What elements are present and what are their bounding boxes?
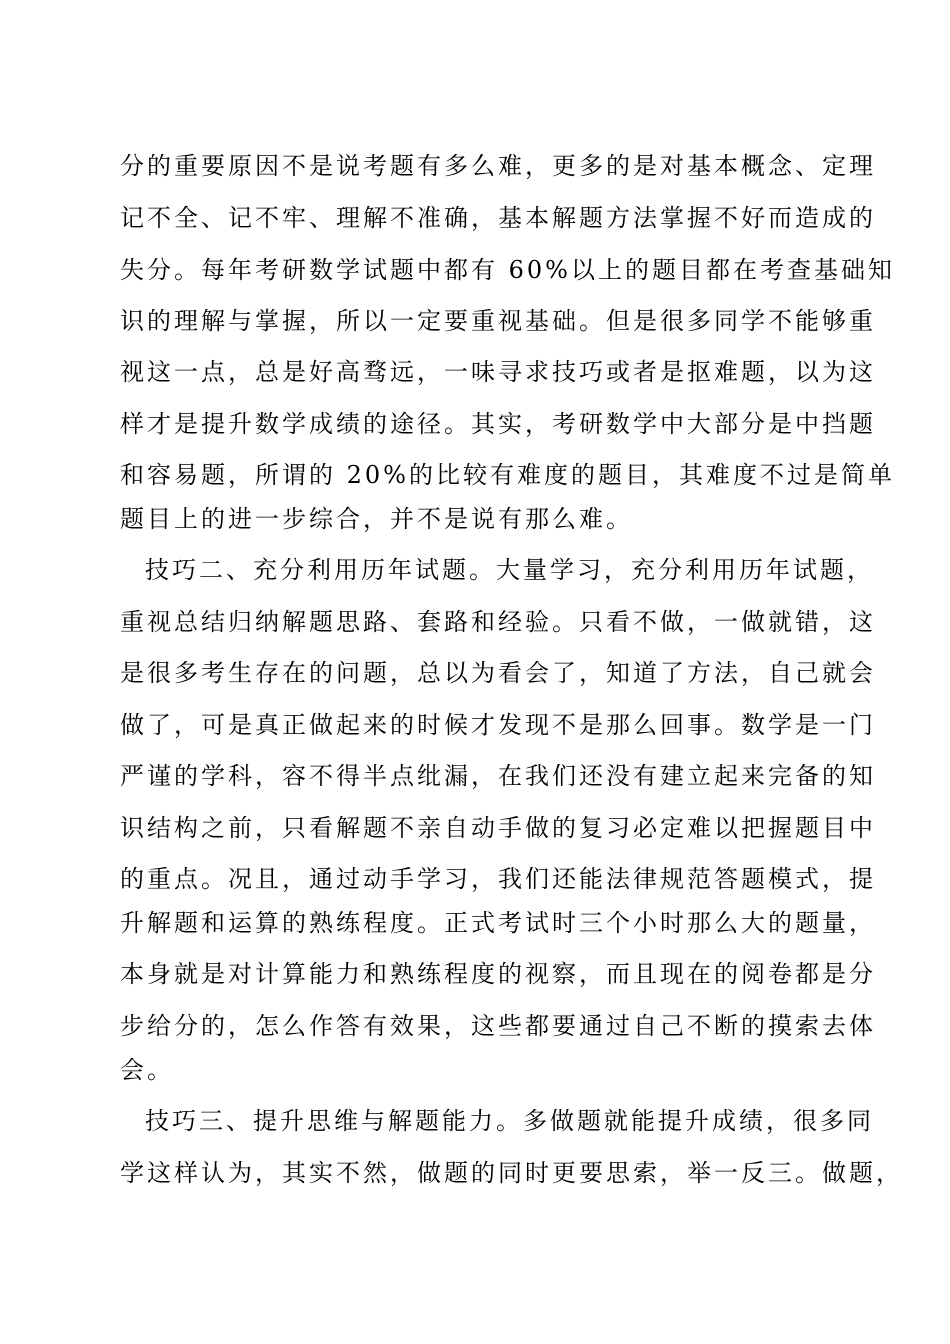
text-line: 失分。每年考研数学试题中都有 60%以上的题目都在考查基础知: [120, 256, 895, 284]
text-line: 记不全、记不牢、理解不准确，基本解题方法掌握不好而造成的: [120, 204, 876, 232]
text-line: 重视总结归纳解题思路、套路和经验。只看不做，一做就错，这: [120, 608, 876, 636]
text-line: 和容易题，所谓的 20%的比较有难度的题目，其难度不过是简单: [120, 461, 895, 489]
text-line: 识结构之前，只看解题不亲自动手做的复习必定难以把握题目中: [120, 814, 876, 842]
paragraph-first-line: 技巧三、提升思维与解题能力。多做题就能提升成绩，很多同: [145, 1107, 874, 1135]
text-line: 步给分的，怎么作答有效果，这些都要通过自己不断的摸索去体: [120, 1012, 876, 1040]
text-line: 升解题和运算的熟练程度。正式考试时三个小时那么大的题量，: [120, 909, 876, 937]
text-line: 题目上的进一步综合，并不是说有那么难。: [120, 505, 633, 533]
text-line: 本身就是对计算能力和熟练程度的视察，而且现在的阅卷都是分: [120, 960, 876, 988]
text-line: 做了，可是真正做起来的时候才发现不是那么回事。数学是一门: [120, 711, 876, 739]
text-line: 严谨的学科，容不得半点纰漏，在我们还没有建立起来完备的知: [120, 762, 876, 790]
text-line: 会。: [120, 1056, 174, 1084]
text-line: 是很多考生存在的问题，总以为看会了，知道了方法，自己就会: [120, 659, 876, 687]
paragraph-first-line: 技巧二、充分利用历年试题。大量学习，充分利用历年试题，: [145, 556, 874, 584]
text-line: 视这一点，总是好高骛远，一味寻求技巧或者是抠难题，以为这: [120, 358, 876, 386]
text-line: 分的重要原因不是说考题有多么难，更多的是对基本概念、定理: [120, 152, 876, 180]
text-line: 的重点。况且，通过动手学习，我们还能法律规范答题模式，提: [120, 865, 876, 893]
text-line: 学这样认为，其实不然，做题的同时更要思索，举一反三。做题，: [120, 1159, 903, 1187]
text-line: 样才是提升数学成绩的途径。其实，考研数学中大部分是中挡题: [120, 410, 876, 438]
text-line: 识的理解与掌握，所以一定要重视基础。但是很多同学不能够重: [120, 307, 876, 335]
